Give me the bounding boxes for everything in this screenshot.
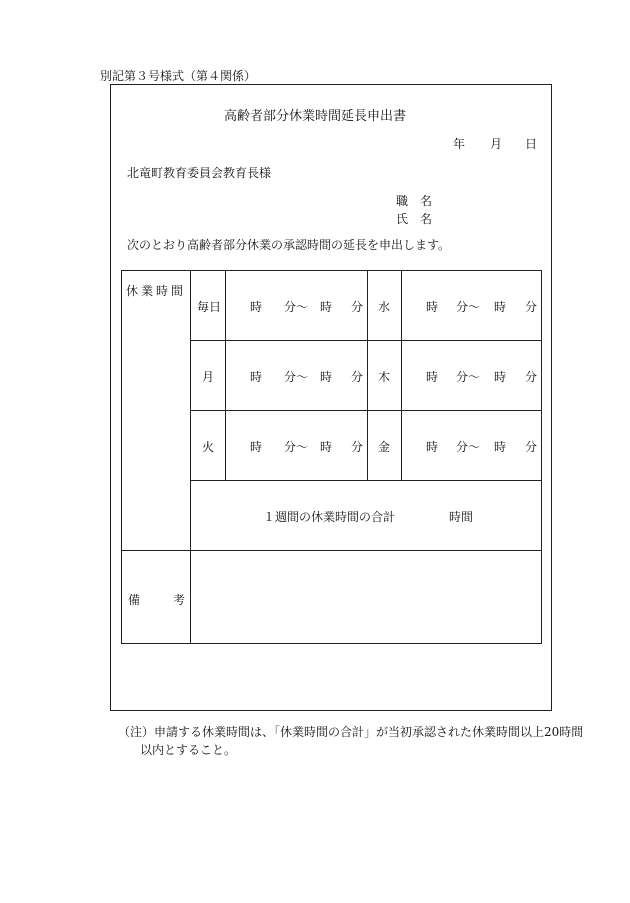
day-label-mon: 月 <box>202 370 215 384</box>
day-label-tue: 火 <box>202 440 215 454</box>
remarks-label-char-2: 考 <box>173 593 186 607</box>
time-start-hour[interactable]: 時 <box>426 300 439 314</box>
table-border-left <box>121 270 122 644</box>
time-end-hour[interactable]: 時 <box>320 440 333 454</box>
table-time-col-divider-mid <box>367 270 368 480</box>
signer-position-label[interactable]: 職 名 <box>396 194 433 208</box>
date-year-label[interactable]: 年 <box>453 137 466 151</box>
day-label-everyday: 毎日 <box>197 300 222 314</box>
time-start-minute[interactable]: 分〜 <box>284 440 309 454</box>
day-label-fri: 金 <box>378 440 391 454</box>
time-start-minute[interactable]: 分〜 <box>456 440 481 454</box>
time-start-minute[interactable]: 分〜 <box>284 300 309 314</box>
time-end-minute[interactable]: 分 <box>525 370 538 384</box>
table-border-right <box>541 270 542 644</box>
time-start-hour[interactable]: 時 <box>426 440 439 454</box>
time-end-minute[interactable]: 分 <box>351 370 364 384</box>
table-row-line-1 <box>190 340 541 341</box>
form-number-label: 別記第３号様式（第４関係） <box>100 69 257 83</box>
time-end-hour[interactable]: 時 <box>494 300 507 314</box>
table-row-line-2 <box>190 410 541 411</box>
time-end-minute[interactable]: 分 <box>351 300 364 314</box>
time-end-minute[interactable]: 分 <box>525 440 538 454</box>
intro-text: 次のとおり高齢者部分休業の承認時間の延長を申出します。 <box>127 238 451 252</box>
table-day-col-divider-right <box>401 270 402 480</box>
table-border-top <box>121 270 542 271</box>
time-start-hour[interactable]: 時 <box>250 300 263 314</box>
table-border-bottom <box>121 643 542 644</box>
table-day-col-divider-left <box>225 270 226 480</box>
weekly-total-unit[interactable]: 時間 <box>449 510 474 524</box>
leave-hours-table <box>121 270 542 644</box>
note-line-2: 以内とすること。 <box>140 743 237 757</box>
time-start-hour[interactable]: 時 <box>426 370 439 384</box>
time-end-minute[interactable]: 分 <box>525 300 538 314</box>
day-label-thu: 木 <box>378 370 391 384</box>
time-start-hour[interactable]: 時 <box>250 370 263 384</box>
signer-name-label[interactable]: 氏 名 <box>396 212 433 226</box>
addressee: 北竜町教育委員会教育長様 <box>127 166 272 180</box>
time-start-minute[interactable]: 分〜 <box>456 370 481 384</box>
remarks-label-char-1: 備 <box>128 593 141 607</box>
time-start-hour[interactable]: 時 <box>250 440 263 454</box>
day-label-wed: 水 <box>378 300 391 314</box>
time-end-hour[interactable]: 時 <box>320 370 333 384</box>
time-end-hour[interactable]: 時 <box>320 300 333 314</box>
time-end-hour[interactable]: 時 <box>494 370 507 384</box>
date-day-label[interactable]: 日 <box>525 137 538 151</box>
remarks-field[interactable] <box>191 551 541 643</box>
date-month-label[interactable]: 月 <box>490 137 503 151</box>
time-start-minute[interactable]: 分〜 <box>284 370 309 384</box>
time-start-minute[interactable]: 分〜 <box>456 300 481 314</box>
time-end-minute[interactable]: 分 <box>351 440 364 454</box>
weekly-total-label: １週間の休業時間の合計 <box>263 510 396 524</box>
note-line-1: （注）申請する休業時間は、「休業時間の合計」が当初承認された休業時間以上20時間 <box>118 725 584 739</box>
hours-header-label: 休業時間 <box>126 284 187 298</box>
time-end-hour[interactable]: 時 <box>494 440 507 454</box>
table-row-line-3 <box>190 480 541 481</box>
document-title: 高齢者部分休業時間延長申出書 <box>223 109 406 124</box>
